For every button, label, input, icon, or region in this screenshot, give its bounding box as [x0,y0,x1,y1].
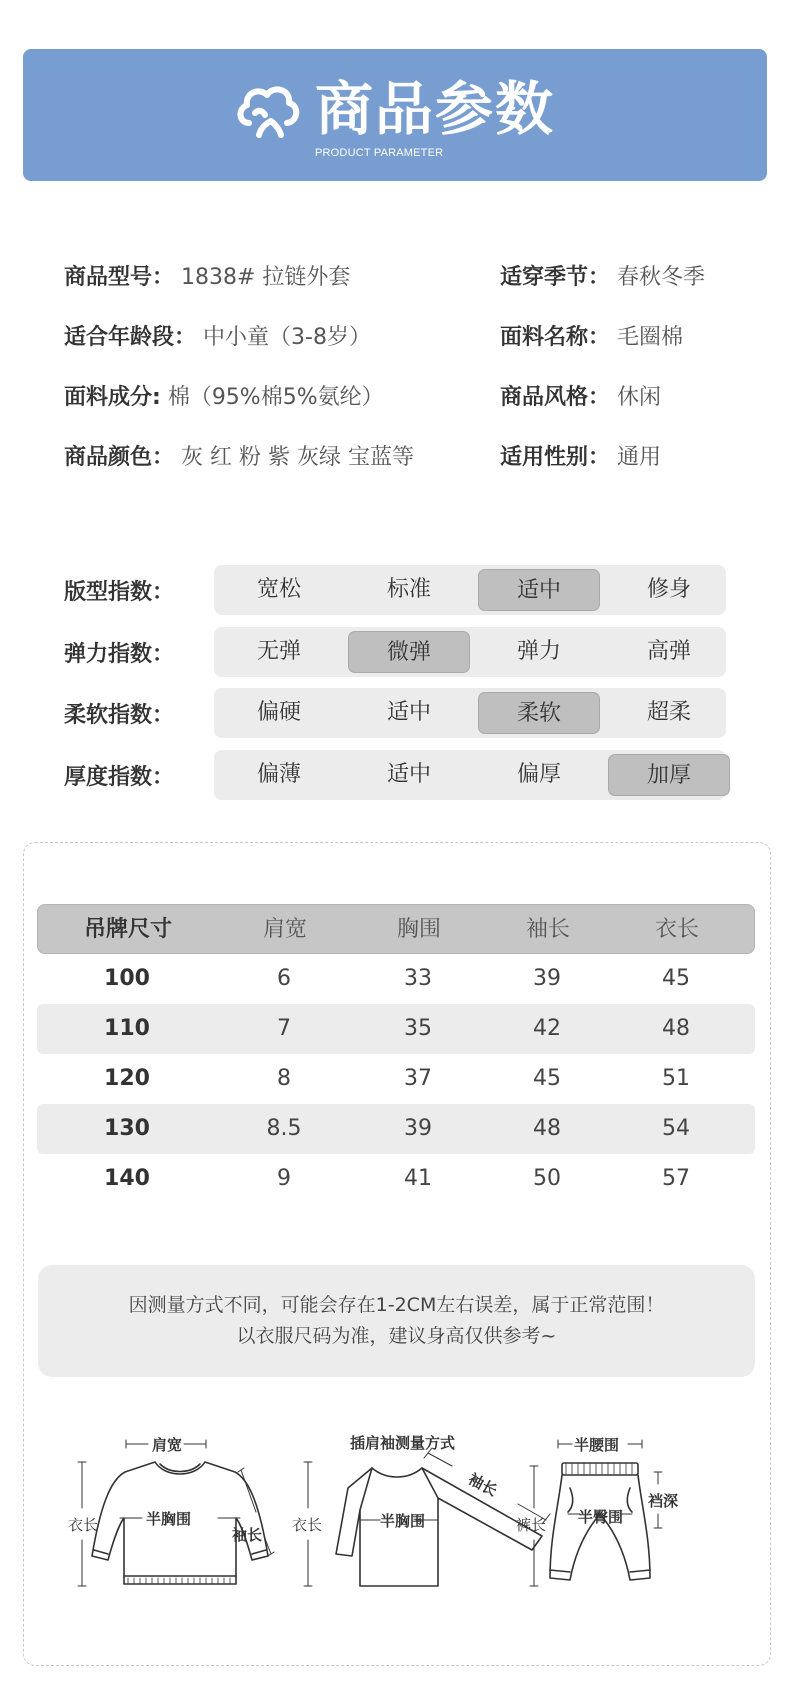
length-label: 衣长 [68,1516,99,1534]
sleeve-label: 袖长 [232,1526,263,1544]
param-age [64,323,371,353]
length-label: 衣长 [292,1516,323,1534]
param-value: 通用 [617,445,662,470]
table-cell: 45 [533,1066,561,1091]
hip-label: 半臀围 [578,1508,624,1526]
table-cell: 48 [533,1116,561,1141]
table-cell: 33 [404,966,432,991]
param-label: 适合年龄段： [64,325,197,350]
table-cell: 6 [277,966,291,991]
waist-label: 半腰围 [574,1436,620,1454]
param-value: 中小童（3-8岁） [203,325,371,350]
param-label: 商品颜色： [64,445,175,470]
param-gender [500,443,661,473]
table-cell: 9 [277,1166,291,1191]
index-option: 偏厚 [516,762,561,787]
cotton-flower-icon [235,83,301,141]
table-cell: 35 [404,1016,432,1041]
index-option: 弹力 [516,639,561,664]
param-colors [64,443,414,473]
note-line: 以衣服尺码为准，建议身高仅供参考~ [236,1325,557,1347]
index-option: 适中 [386,700,431,725]
index-option-selected: 柔软 [478,692,600,734]
size-label-cell: 120 [104,1066,150,1091]
table-cell: 39 [533,966,561,991]
rise-label: 裆深 [648,1492,679,1510]
table-cell: 51 [662,1066,690,1091]
header-cell: 吊牌尺寸 [83,917,172,942]
table-cell: 42 [533,1016,561,1041]
param-label: 适穿季节： [500,265,611,290]
index-label: 弹力指数： [64,642,175,667]
param-season [500,263,705,293]
shoulder-label: 肩宽 [152,1436,183,1454]
chest-label: 半胸围 [380,1512,426,1530]
index-row [0,750,790,800]
header-cell: 肩宽 [262,917,307,942]
index-option: 标准 [386,577,431,602]
table-row [37,1104,755,1154]
index-scale [214,627,726,677]
index-option-selected: 加厚 [608,754,730,796]
size-label-cell: 130 [104,1116,150,1141]
index-option: 超柔 [646,700,691,725]
index-option: 无弹 [256,639,301,664]
index-row [0,627,790,677]
measurement-note [38,1265,755,1377]
table-row [37,954,755,1004]
index-option: 偏薄 [256,762,301,787]
index-scale [214,688,726,738]
chest-label: 半胸围 [146,1510,192,1528]
index-label: 版型指数： [64,580,175,605]
page-title: 商品参数 [315,75,556,143]
index-option: 宽松 [256,577,301,602]
index-row [0,565,790,615]
table-row [37,1004,755,1054]
size-table [37,904,755,1204]
table-cell: 37 [404,1066,432,1091]
param-label: 商品风格： [500,385,611,410]
param-value: 棉（95%棉5%氨纶） [167,385,384,410]
sleeve-label: 袖长 [465,1469,501,1500]
note-line: 因测量方式不同，可能会存在1-2CM左右误差，属于正常范围！ [128,1294,665,1316]
index-option: 适中 [386,762,431,787]
index-option: 偏硬 [256,700,301,725]
table-cell: 8.5 [266,1116,302,1141]
header-cell: 袖长 [525,917,570,942]
index-scale [214,565,726,615]
param-value: 毛圈棉 [617,325,684,350]
param-fabric-name [500,323,683,353]
table-cell: 7 [277,1016,291,1041]
table-cell: 8 [277,1066,291,1091]
param-label: 商品型号： [64,265,175,290]
size-table-body [37,954,755,1204]
size-table-header [37,904,755,954]
table-cell: 45 [662,966,690,991]
param-value: 灰 红 粉 紫 灰绿 宝蓝等 [181,445,414,470]
index-label: 柔软指数： [64,703,175,728]
table-cell: 54 [662,1116,690,1141]
table-row [37,1154,755,1204]
header-banner [23,49,767,181]
index-label: 厚度指数： [64,765,175,790]
param-value: 1838# 拉链外套 [181,265,351,290]
size-label-cell: 110 [104,1016,150,1041]
table-cell: 39 [404,1116,432,1141]
measurement-diagrams [60,1428,740,1608]
header-cell: 胸围 [396,917,441,942]
table-cell: 41 [404,1166,432,1191]
table-cell: 50 [533,1166,561,1191]
page-subtitle: PRODUCT PARAMETER [315,147,444,159]
index-option: 修身 [646,577,691,602]
table-row [37,1054,755,1104]
pants-length-label: 裤长 [516,1516,547,1534]
table-cell: 48 [662,1016,690,1041]
param-style [500,383,661,413]
raglan-drawing [336,1468,542,1586]
param-value: 春秋冬季 [617,265,706,290]
size-label-cell: 140 [104,1166,150,1191]
size-label-cell: 100 [104,966,150,991]
param-label: 面料成分: [64,385,161,410]
param-composition [64,383,384,413]
raglan-title: 插肩袖测量方式 [350,1434,456,1452]
index-option: 高弹 [646,639,691,664]
index-option-selected: 微弹 [348,631,470,673]
index-row [0,688,790,738]
param-label: 面料名称： [500,325,611,350]
index-option-selected: 适中 [478,569,600,611]
param-label: 适用性别： [500,445,611,470]
header-cell: 衣长 [654,917,699,942]
index-scale [214,750,726,800]
param-model [64,263,350,293]
table-cell: 57 [662,1166,690,1191]
param-value: 休闲 [617,385,662,410]
